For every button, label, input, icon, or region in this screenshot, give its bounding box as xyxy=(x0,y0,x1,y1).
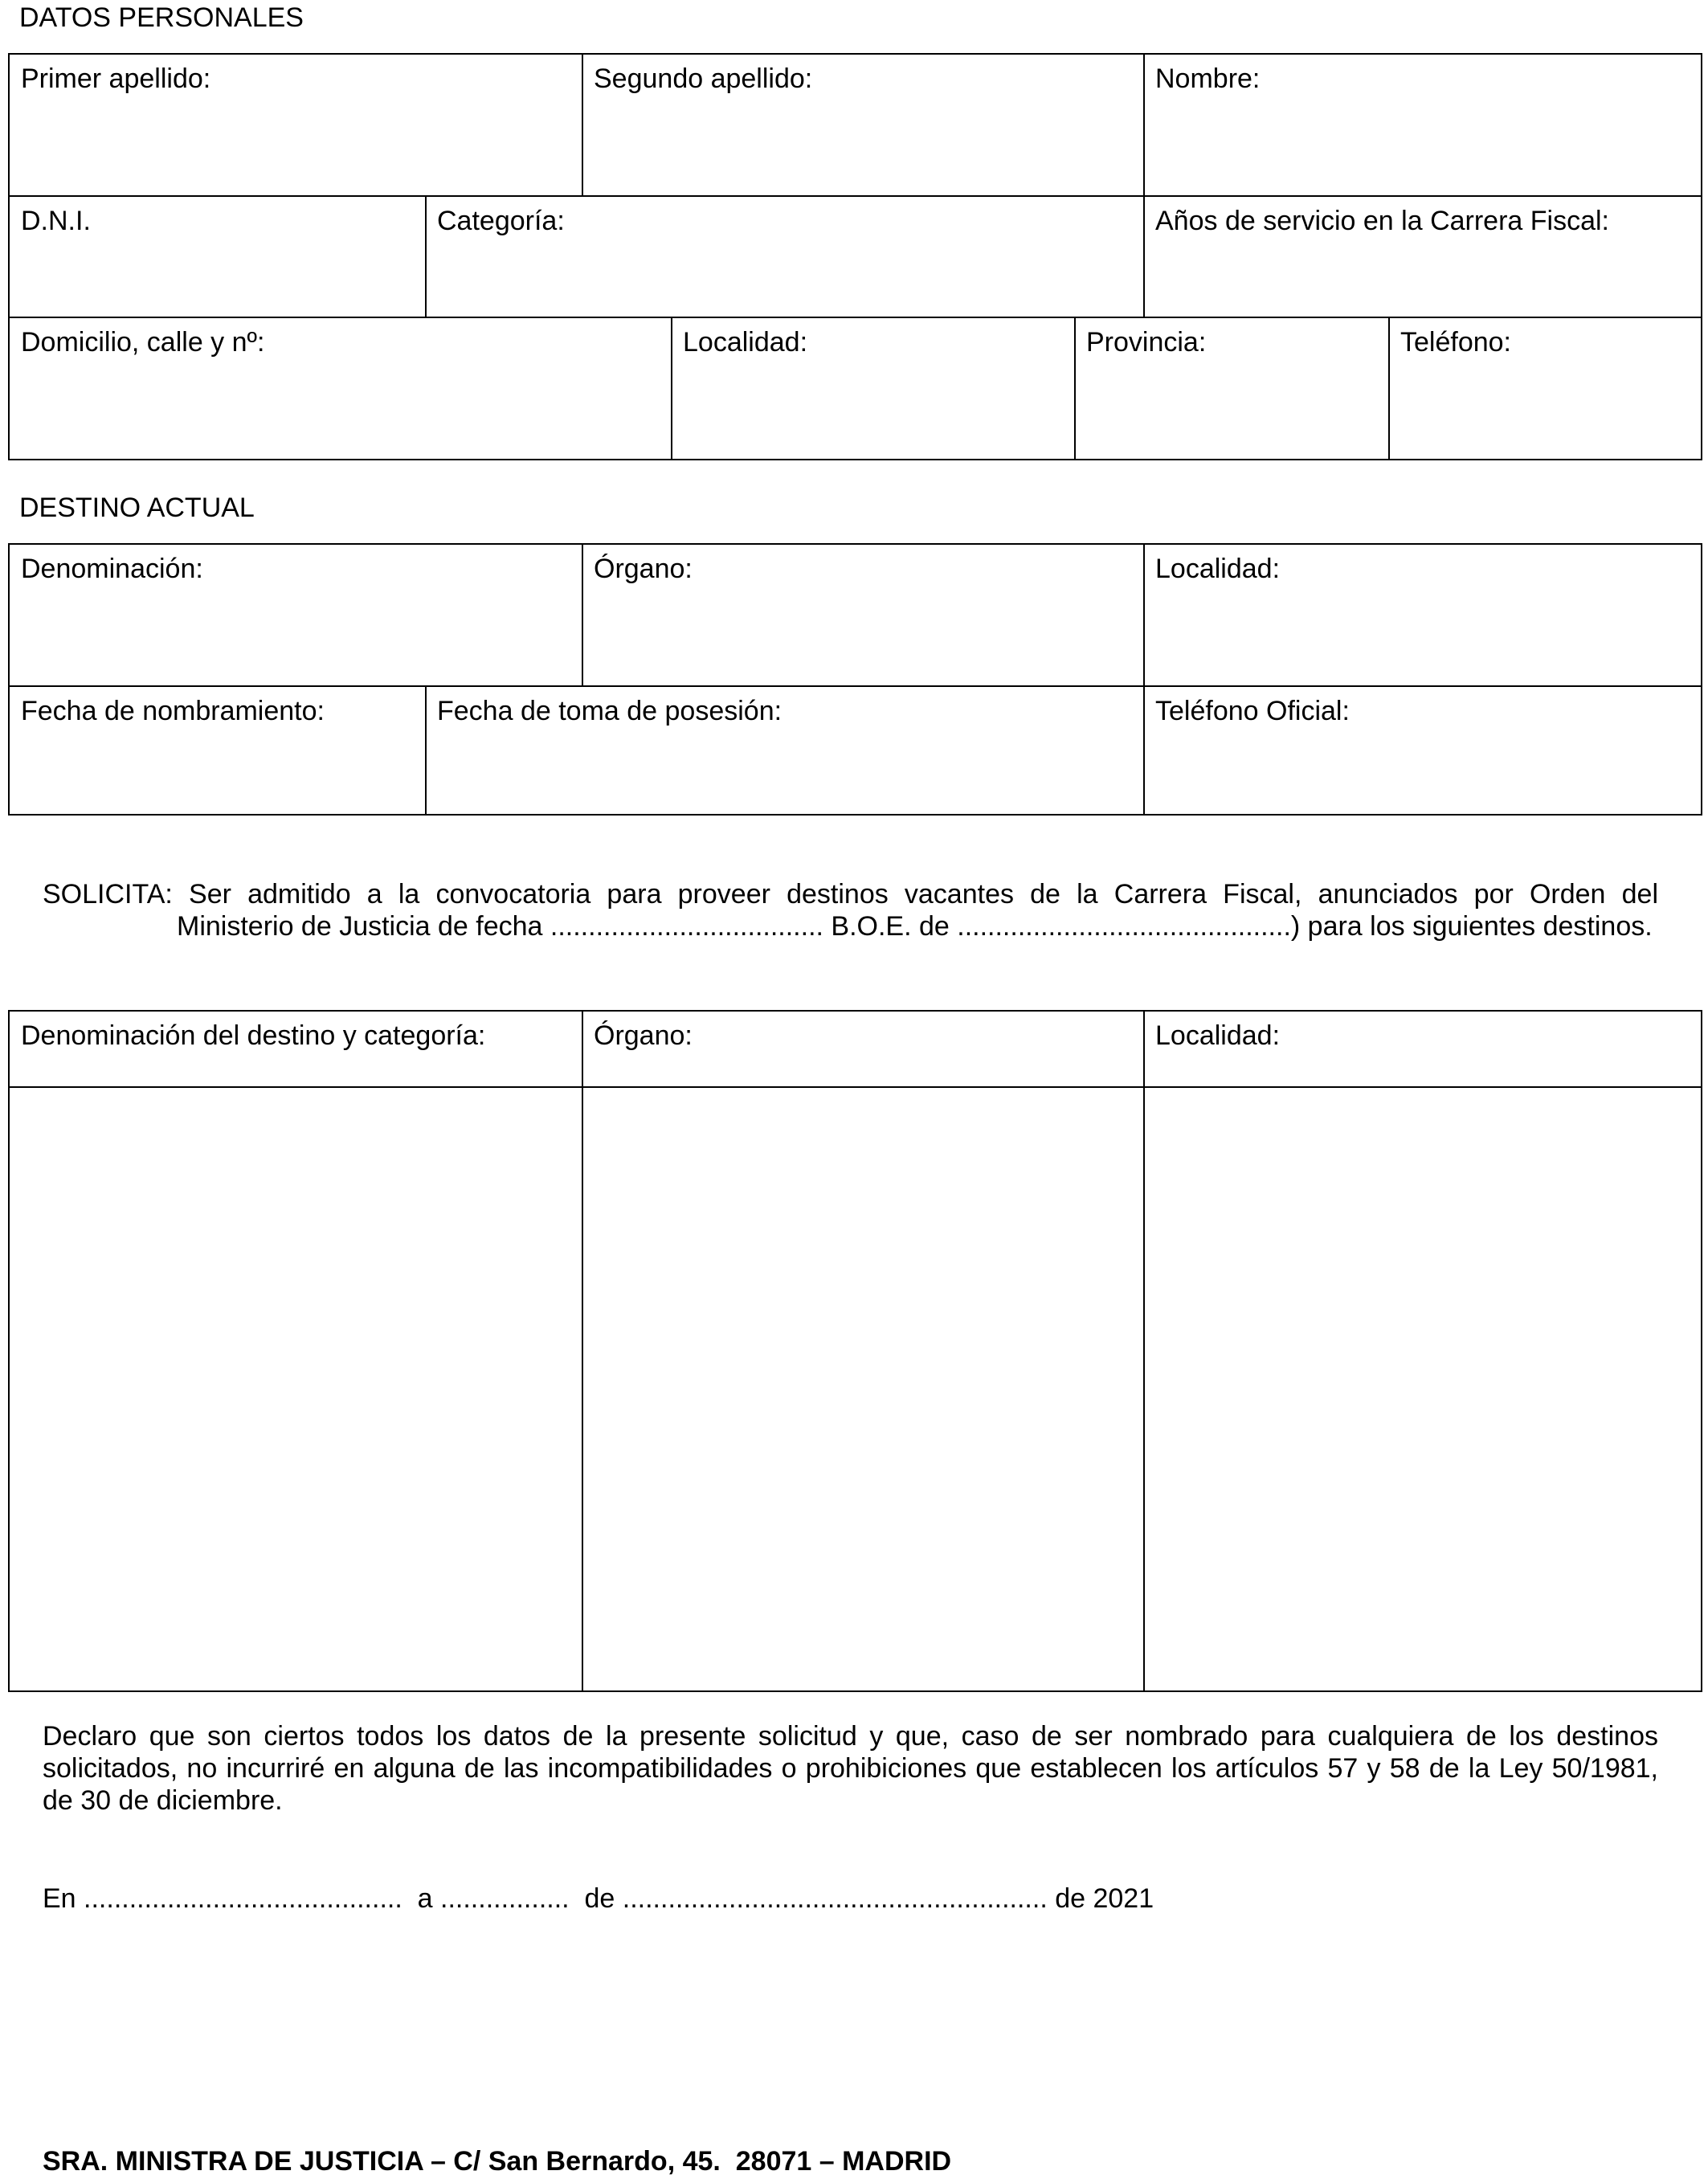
nombre-field[interactable] xyxy=(1143,55,1701,195)
column-header-localidad xyxy=(1143,1012,1701,1086)
denominacion-destino-input-area[interactable] xyxy=(10,1088,582,1690)
field-label: Domicilio, calle y nº: xyxy=(21,327,265,358)
categoria-field[interactable] xyxy=(425,197,1143,317)
field-label: Primer apellido: xyxy=(21,63,211,94)
dni-field[interactable] xyxy=(10,197,425,317)
field-label: Órgano: xyxy=(594,554,693,584)
field-label: Categoría: xyxy=(437,206,565,236)
declaracion-paragraph: Declaro que son ciertos todos los datos de la presente solicitud y que, caso de ser nombrado para cualquiera de los destinos solicitados, no incurriré en alguna de las incompatibilidades o prohibiciones que establecen los artículos 57 y 58 de la Ley 50/1981, de 30 de diciembre. xyxy=(43,1721,1658,1816)
field-label: Fecha de nombramiento: xyxy=(21,696,325,726)
table-row xyxy=(10,545,1701,687)
segundo-apellido-field[interactable] xyxy=(582,55,1143,195)
column-header-label: Localidad: xyxy=(1155,1020,1281,1051)
column-header-denominacion xyxy=(10,1012,582,1086)
telefono-field[interactable] xyxy=(1388,318,1701,459)
solicita-paragraph xyxy=(43,878,1658,942)
field-label: Teléfono Oficial: xyxy=(1155,696,1350,726)
organo-destino-input-area[interactable] xyxy=(582,1088,1143,1690)
solicita-rest: Ministerio de Justicia de fecha .................................... B.O.E. de ............................................) para los siguientes destinos. xyxy=(177,911,1653,942)
table-row xyxy=(10,318,1701,459)
destinos-solicitados-table xyxy=(8,1010,1702,1692)
section-title-destino-actual: DESTINO ACTUAL xyxy=(19,493,255,523)
telefono-oficial-field[interactable] xyxy=(1143,687,1701,814)
solicita-label: SOLICITA: xyxy=(43,879,173,910)
field-label: Segundo apellido: xyxy=(594,63,813,94)
destino-actual-table xyxy=(8,543,1702,816)
field-label: D.N.I. xyxy=(21,206,91,236)
table-row xyxy=(10,197,1701,318)
datos-personales-table xyxy=(8,53,1702,460)
section-title-datos-personales: DATOS PERSONALES xyxy=(19,2,304,33)
table-row xyxy=(10,55,1701,197)
localidad-actual-field[interactable] xyxy=(1143,545,1701,685)
column-header-organo xyxy=(582,1012,1143,1086)
fecha-nombramiento-field[interactable] xyxy=(10,687,425,814)
organo-field[interactable] xyxy=(582,545,1143,685)
solicita-line1: Ser admitido a la convocatoria para proveer destinos vacantes de la Carrera Fiscal, anunciados por Orden del xyxy=(189,879,1658,910)
column-header-label: Denominación del destino y categoría: xyxy=(21,1020,486,1051)
denominacion-field[interactable] xyxy=(10,545,582,685)
domicilio-field[interactable] xyxy=(10,318,671,459)
table-body-row xyxy=(10,1088,1701,1690)
footer-address: SRA. MINISTRA DE JUSTICIA – C/ San Bernardo, 45. 28071 – MADRID xyxy=(43,2146,952,2177)
localidad-destino-input-area[interactable] xyxy=(1143,1088,1701,1690)
field-label: Fecha de toma de posesión: xyxy=(437,696,782,726)
localidad-field[interactable] xyxy=(671,318,1074,459)
provincia-field[interactable] xyxy=(1074,318,1388,459)
field-label: Provincia: xyxy=(1086,327,1207,358)
primer-apellido-field[interactable] xyxy=(10,55,582,195)
lugar-fecha-line: En .......................................... a ................. de ........................................................ de 2021 xyxy=(43,1883,1154,1914)
field-label: Teléfono: xyxy=(1400,327,1511,358)
fecha-posesion-field[interactable] xyxy=(425,687,1143,814)
field-label: Nombre: xyxy=(1155,63,1261,94)
table-header-row xyxy=(10,1012,1701,1088)
field-label: Años de servicio en la Carrera Fiscal: xyxy=(1155,206,1610,236)
field-label: Localidad: xyxy=(1155,554,1281,584)
table-row xyxy=(10,687,1701,814)
solicita-first-line xyxy=(43,878,1658,910)
field-label: Denominación: xyxy=(21,554,203,584)
field-label: Localidad: xyxy=(683,327,808,358)
anos-servicio-field[interactable] xyxy=(1143,197,1701,317)
column-header-label: Órgano: xyxy=(594,1020,693,1051)
